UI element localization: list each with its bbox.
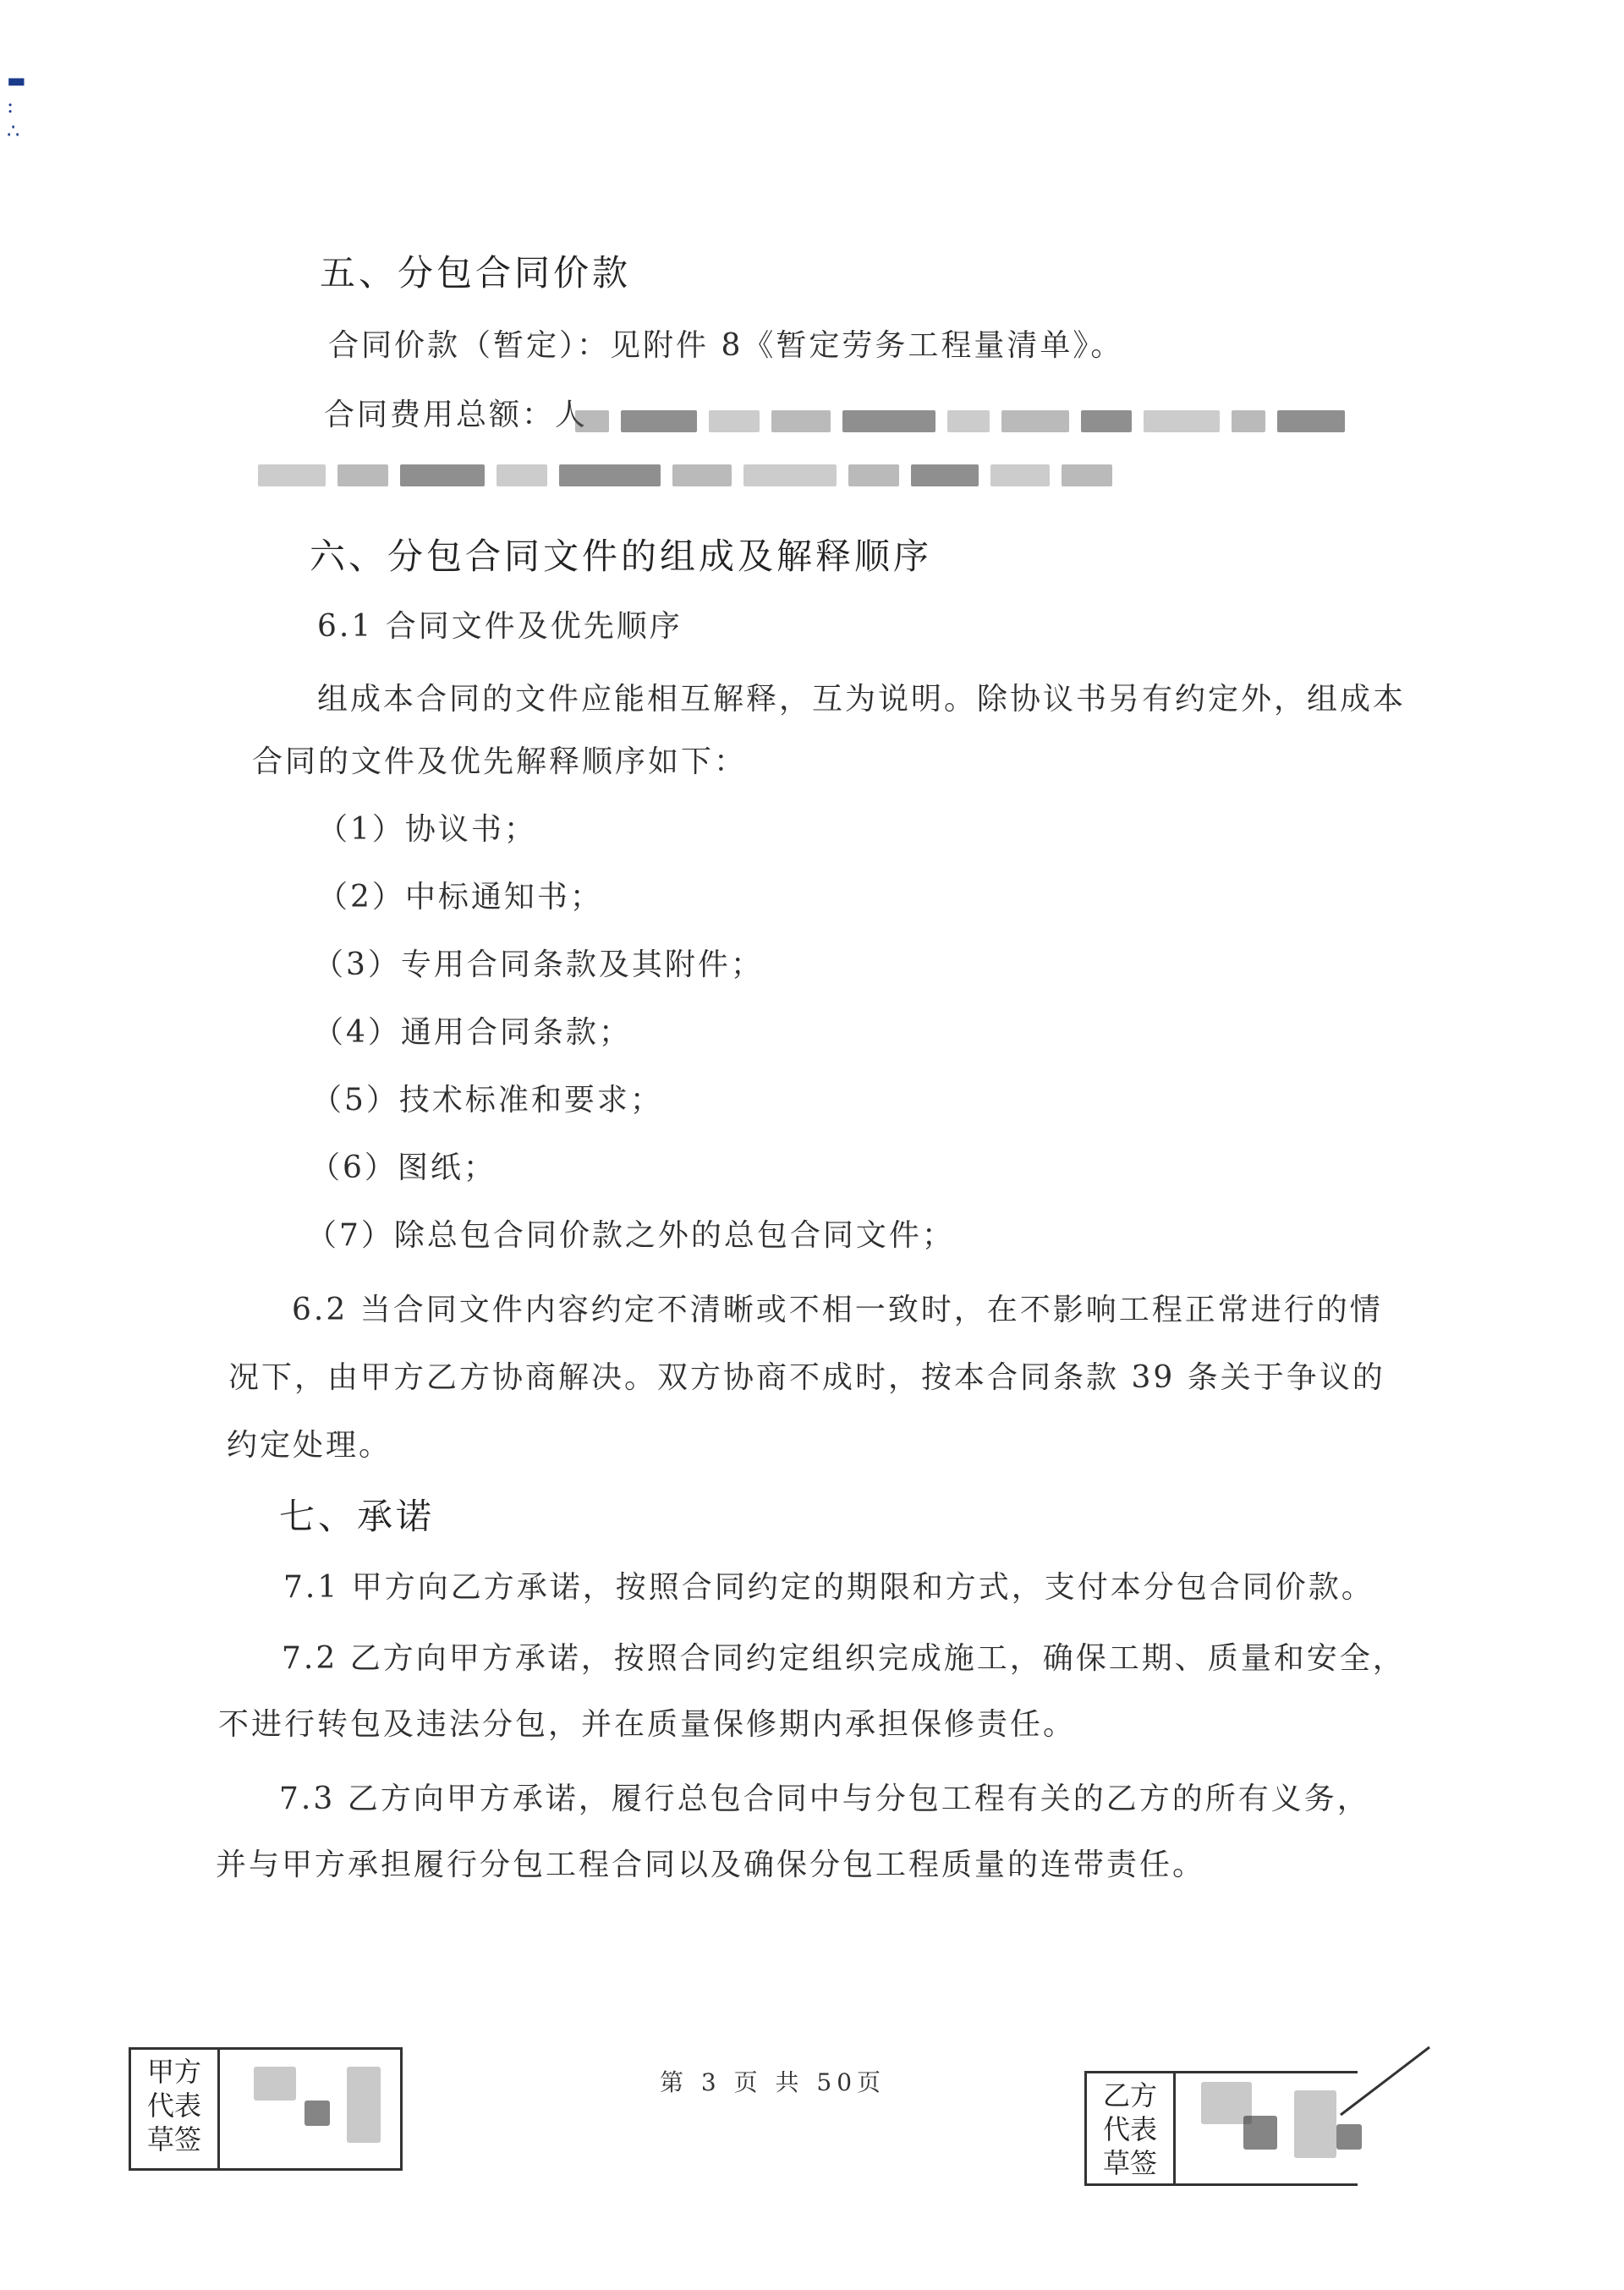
section-7-heading: 七、承诺 — [279, 1496, 436, 1537]
party-a-label: 甲方 代表 草签 — [131, 2050, 220, 2168]
section-6-2-line-1: 6.2 当合同文件内容约定不清晰或不相一致时，在不影响工程正常进行的情 — [292, 1293, 1383, 1327]
section-7-1: 7.1 甲方向乙方承诺，按照合同约定的期限和方式，支付本分包合同价款。 — [283, 1570, 1374, 1605]
section-6-1-para-line-2: 合同的文件及优先解释顺序如下： — [252, 744, 748, 779]
list-item: （5）技术标准和要求； — [311, 1083, 663, 1118]
list-item: （1）协议书； — [317, 812, 537, 847]
margin-marks: ▬ : ∴ — [7, 69, 26, 143]
section-6-1-title: 6.1 合同文件及优先顺序 — [317, 609, 683, 644]
list-item: （3）专用合同条款及其附件； — [313, 947, 764, 982]
party-a-signature-box — [129, 2047, 403, 2171]
section-7-2-line-1: 7.2 乙方向甲方承诺，按照合同约定组织完成施工，确保工期、质量和安全， — [282, 1641, 1406, 1676]
section-6-1-para-line-1: 组成本合同的文件应能相互解释，互为说明。除协议书另有约定外，组成本 — [317, 682, 1407, 717]
redacted-amount-row-1 — [575, 404, 1345, 438]
party-a-signature-redacted — [220, 2050, 400, 2168]
party-b-label: 乙方 代表 草签 — [1087, 2073, 1176, 2183]
page-indicator: 第 3 页 共 50页 — [660, 2068, 886, 2096]
list-item: （4）通用合同条款； — [313, 1015, 632, 1050]
party-b-signature-box — [1084, 2071, 1358, 2186]
section-5-line-2: 合同费用总额：人 — [324, 398, 589, 432]
section-6-heading: 六、分包合同文件的组成及解释顺序 — [310, 535, 933, 577]
section-7-3-line-2: 并与甲方承担履行分包工程合同以及确保分包工程质量的连带责任。 — [216, 1848, 1206, 1882]
party-b-signature-redacted — [1176, 2073, 1358, 2183]
section-6-2-line-3: 约定处理。 — [227, 1428, 392, 1463]
signature-stroke-decoration — [1336, 2039, 1438, 2123]
section-7-2-line-2: 不进行转包及违法分包，并在质量保修期内承担保修责任。 — [218, 1707, 1077, 1742]
list-item: （2）中标通知书； — [317, 880, 603, 914]
section-7-3-line-1: 7.3 乙方向甲方承诺，履行总包合同中与分包工程有关的乙方的所有义务， — [279, 1782, 1370, 1816]
list-item: （7）除总包合同价款之外的总包合同文件； — [306, 1218, 955, 1253]
section-5-heading: 五、分包合同价款 — [320, 252, 632, 294]
list-item: （6）图纸； — [310, 1150, 497, 1185]
section-6-2-line-2: 况下，由甲方乙方协商解决。双方协商不成时，按本合同条款 39 条关于争议的 — [228, 1360, 1385, 1395]
redacted-amount-row-2 — [258, 459, 1112, 492]
section-5-line-1: 合同价款（暂定）：见附件 8《暂定劳务工程量清单》。 — [328, 328, 1124, 363]
